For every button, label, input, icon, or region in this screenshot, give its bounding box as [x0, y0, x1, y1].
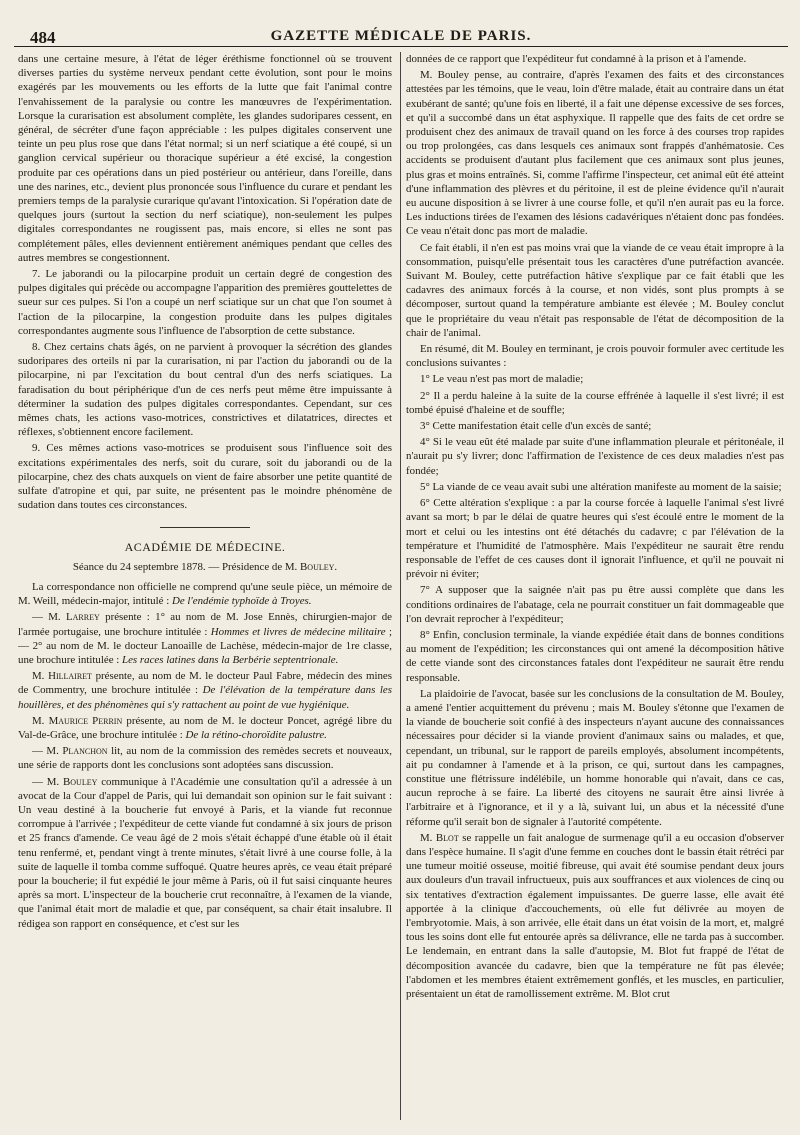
paragraph: données de ce rapport que l'expéditeur fut condamné à la prison et à l'amende.	[406, 53, 747, 65]
text: présente : 1° au nom de M. Jose Ennès, chirurgien-major de l'armée portugaise, une brochure intitulée :	[18, 611, 392, 638]
paragraph	[406, 831, 784, 1001]
conclusion-item: 1° Le veau n'est pas mort de maladie;	[420, 373, 584, 386]
member-name: Blot	[435, 831, 459, 844]
text: présente, au nom de M. le docteur Paul Fabre, médecin des mines de Commentry, une brochure intitulée :	[18, 670, 392, 697]
member-name: Bouley	[63, 775, 98, 788]
text: se rappelle un fait analogue de surmenage qu'il a eu occasion d'observer dans l'espèce humaine. Il s'agit d'une femme en couches dont le bassin était rétréci par une tumeur moitié osseuse, moitié fibreuse, qui avait été soumise pendant deux jours aux douleurs d'un travail infructueux, puis aux souffrances et aux violences de cinq ou six tentatives d'extraction également impuissantes. De guerre lasse, elle avait été apportée à la clinique d'accouchements, où elle fut délivrée au moyen de l'embryotomie. Mais, à son arrivée, elle était dans un état voisin de la mort, et, malgré tous les soins dont elle fut entourée après sa délivrance, elle ne tarda pas à succomber. Le lendemain, en entrant dans la salle d'autopsie, M. Blot fut frappé de l'état de décomposition avancée du cadavre, bien que la température ne fût pas élevée; l'abdomen et les membres étaient extrêmement gonflés, et les muscles, en particulier, présentaient un état de ramollissement extrême. M. Blot crut	[406, 831, 784, 1000]
title-italic: Hommes et livres de médecine militaire	[210, 625, 386, 638]
section-divider	[160, 527, 250, 528]
text: ; — 2° au nom de M. le docteur Lanoaille de Lachèse, médecin-major de 1re classe, une brochure intitulée :	[18, 625, 392, 666]
title-italic: De l'endémie typhoïde à Troyes.	[171, 595, 312, 608]
left-column	[18, 52, 392, 1120]
text-columns	[18, 52, 788, 1120]
column-rule	[400, 52, 401, 1120]
member-name: Hillairet	[48, 670, 92, 683]
text: — M.	[32, 611, 66, 624]
paragraph: M. Bouley pense, au contraire, d'après l'examen des faits et des circonstances attestées par les témoins, que le veau, loin d'être malade, était au contraire dans un état exubérant de santé; qu'une fois en liberté, il a fait une dépense excessive de ses forces, et qu'il a succombé dans un état asphyxique. Il rappelle que des faits de cet ordre se produisent chez des animaux de travail quand on les force à des courses trop rapides ou trop prolongées, cas dans lesquels ces animaux sont frappés d'anhématosie. Ces accidents se produisent d'autant plus facilement que ces animaux sont plus jeunes, plus gras et moins entraînés. Si, comme l'affirme l'inspecteur, cet animal eût été atteint d'une inflammation des plèvres et du péritoine, il est de pleine évidence qu'il n'aurait eu aucune disposition à se livrer à une course folle, et qu'il n'en aurait pas eu la force. Les inductions tirées de l'examen des lésions cadavériques n'étaient donc pas fondées. Ce veau n'était donc pas mort de maladie.	[406, 69, 784, 238]
conclusion-item: 2° Il a perdu haleine à la suite de la course effrénée à laquelle il s'est livré; il est tombé épuisé d'haleine et de souffle;	[406, 389, 784, 416]
paragraph: Ce fait établi, il n'en est pas moins vrai que la viande de ce veau était impropre à la consommation, puisqu'elle présentait tous les caractères d'une putréfaction avancée. Suivant M. Bouley, cette putréfaction hâtive s'explique par ce fait établi que les cadavres des animaux forcés à la course, et non vidés, sont plus prompts à se décomposer, surtout quand la température ambiante est élevée ; M. Bouley conclut que le propriétaire du veau n'était pas responsable de l'état de décomposition de la chair de l'animal.	[406, 241, 784, 339]
paragraph: La plaidoirie de l'avocat, basée sur les conclusions de la consultation de M. Bouley, a amené l'entier acquittement du prévenu ; mais M. Bouley s'étonne que l'examen de la viande de boucherie soit confié à des inspecteurs n'ayant aucune des connaissances nécessaires pour décider si la viande provient d'animaux sains ou malades, et que, cependant, un tribunal, sur le rapport de pareils employés, absolument incompétents, ait pu condamner à l'amende et à la prison, ce qui, surtout dans les campagnes, constitue une flétrissure indélébile, un homme honorable qui n'avait, dans ce cas, aucun reproche à se faire. La liberté des citoyens ne saurait être ainsi livrée à l'arbitraire et à l'ignorance, et il y a là, suivant lui, un abus et la nécessité d'une réforme qu'il serait bon de signaler à l'autorité compétente.	[406, 687, 784, 828]
text: — M.	[32, 775, 63, 788]
conclusion-item: 7° A supposer que la saignée n'ait pas pu être aussi complète que dans les conditions ordinaires de l'abatage, cela ne pourrait constituer un fait dommageable que l'on devrait reprocher à l'expéditeur;	[406, 584, 784, 625]
paragraph	[18, 714, 392, 742]
running-title: GAZETTE MÉDICALE DE PARIS.	[270, 28, 532, 44]
member-name: Maurice Perrin	[48, 714, 123, 727]
text: M.	[32, 670, 49, 683]
text: M.	[32, 714, 49, 727]
paragraph	[18, 744, 392, 772]
member-name: Larrey	[66, 611, 100, 624]
text: lit, au nom de la commission des remèdes secrets et nouveaux, une série de rapports dont les conclusions sont adoptées sans discussion.	[18, 745, 392, 772]
paragraph: 9. Ces mêmes actions vaso-motrices se produisent sous l'influence soit des excitations expérimentales des nerfs, soit du curare, soit du jaborandi ou de la pilocarpine, chez des chats auxquels on vient de faire absorber une petite quantité de sulfate d'atropine et qui, par suite, ne présentent pas le moindre phénomène de sudation dans toutes ces circonstances.	[18, 442, 392, 512]
title-italic: De l'élévation de la température dans les houillères, et des phénomènes qui s'y rattachent au point de vue hygiénique.	[18, 684, 392, 711]
text: — M.	[32, 745, 63, 758]
text: communique à l'Académie une consultation qu'il a adressée à un avocat de la Cour d'appel de Paris, qui lui demandait son opinion sur le fait suivant : Un veau destiné à la boucherie fut envoyé à Paris, et la viande fut reconnue corrompue à l'arrivée ; l'expéditeur de cette viande fut condamné à six jours de prison et 25 francs d'amende. Ce veau âgé de 2 mois s'était échappé d'une étable où il était tenu renfermé, et, pendant vingt à trente minutes, s'était livré à une course folle, à la suite de laquelle il tomba comme suffoqué. Quatre heures après, ce veau était préparé pour la boucherie; il fut expédié le jour même à Paris, où il fut saisi cinquante heures après sa mort. L'inspecteur de la boucherie crut reconnaître, à l'examen de la viande, que l'animal était mort de maladie et que, par conséquent, sa chair était insalubre. Il rédigea son rapport en conséquence, et c'est sur les	[18, 775, 392, 930]
conclusion-item: 8° Enfin, conclusion terminale, la viande expédiée était dans de bonnes conditions au moment de l'expédition; les circonstances qui ont amené la décomposition hâtive de cette viande sont des circonstances fatales dont l'expéditeur ne saurait être rendu responsable.	[406, 628, 784, 684]
sitting-line	[18, 560, 392, 574]
page-number: 484	[30, 28, 56, 47]
title-italic: Les races latines dans la Berbérie septentrionale.	[122, 653, 339, 666]
paragraph	[18, 669, 392, 712]
paragraph: dans une certaine mesure, à l'état de léger éréthisme fonctionnel où se trouvent diverses parties du système nerveux pendant cette évolution, sont pour le moins exagérés par les mouvements ou les efforts de la lutte que fait l'animal contre l'envahissement de la paralysie ou contre les manœuvres de l'expérimentation. Lorsque la curarisation est absolument complète, les glandes sudoripares cessent, en général, de sécréter d'une façon appréciable : les pulpes digitales conservent une teinte un peu plus rose que dans l'état normal; si un nerf sciatique a été coupé, si un ganglion cervical supérieur ou thoracique supérieur a été excisé, la congestion produite par ces opérations dans un pied postérieur ou antérieur, dans l'oreille, dans une des narines, etc., devient plus prononcée sous l'influence du curare et pendant les premiers temps de la paralysie curarique qu'avant l'intoxication. Si l'opération date de quelques jours (surtout la section du nerf sciatique), non-seulement les pulpes digitales correspondantes ne rougissent pas, mais encore, si elles ne sont pas complétement pâles, elles deviennent entièrement anémiques pendant que celles des autres membres se congestionnent.	[18, 53, 392, 264]
conclusion-item: 5° La viande de ce veau avait subi une altération manifeste au moment de la saisie;	[420, 480, 782, 493]
section-title: ACADÉMIE DE MÉDECINE.	[124, 539, 286, 554]
title-italic: De la rétino-choroïdite palustre.	[185, 728, 327, 741]
paragraph	[18, 610, 392, 667]
text: La correspondance non officielle ne comprend qu'une seule pièce, un mémoire de M. Weill, médecin-major, intitulé :	[18, 580, 392, 608]
conclusion-item: 4° Si le veau eût été malade par suite d'une inflammation pleurale et péritonéale, il n'aurait pu s'y livrer; donc l'affirmation de l'existence de ces deux maladies n'est pas fondée;	[406, 436, 784, 477]
member-name: Planchon	[62, 745, 108, 758]
sitting-date: Séance du 24 septembre 1878. — Présidence de M.	[72, 560, 298, 573]
text: présente, au nom de M. le docteur Poncet, agrégé libre du Val-de-Grâce, une brochure intitulée :	[18, 714, 392, 741]
newspaper-page	[14, 22, 788, 1127]
conclusion-item: 6° Cette altération s'explique : a par la course forcée à laquelle l'animal s'est livré avant sa mort; b par le délai de quatre heures qui s'est écoulé entre le moment de la mort et celui ou les intestins ont été détachés du cadavre; c par l'élévation de la température et l'humidité de l'atmosphère. Mais l'expéditeur ne saurait être rendu responsable de l'effet de ces causes dont il ignorait l'influence, et qu'il ne pouvait ni prévoir ni éviter;	[406, 497, 784, 581]
paragraph: 8. Chez certains chats âgés, on ne parvient à provoquer la sécrétion des glandes sudoripares des orteils ni par la curarisation, ni par l'action du jaborandi ou de la pilocarpine, ni par l'excitation du bout central d'un des nerfs sciatiques. La faradisation du bout périphérique d'un de ces nerfs peut même être impuissante à déterminer la sudation des pulpes digitales correspondantes. Cependant, sur ces mêmes chats, les actions vaso-motrices, constrictives et dilatatrices, directes et réflexes, s'obtiennent encore facilement.	[18, 341, 392, 439]
page-header	[14, 22, 788, 47]
paragraph	[18, 775, 392, 931]
text: M.	[420, 831, 436, 844]
president-name: Bouley.	[300, 560, 338, 573]
paragraph	[18, 580, 392, 608]
right-column	[406, 52, 784, 1120]
conclusion-item: 3° Cette manifestation était celle d'un excès de santé;	[420, 420, 652, 433]
paragraph: En résumé, dit M. Bouley en terminant, je crois pouvoir formuler avec certitude les conclusions suivantes :	[406, 343, 784, 370]
paragraph: 7. Le jaborandi ou la pilocarpine produit un certain degré de congestion des pulpes digitales qui précède ou accompagne l'apparition des premières gouttelettes de sueur sur ces pulpes. Si l'on a coupé un nerf sciatique sur un chat que l'on soumet à l'action de la pilocarpine, la congestion produite dans les pulpes digitales correspondantes augmente sous l'influence de l'absorption de cette substance.	[18, 268, 392, 337]
